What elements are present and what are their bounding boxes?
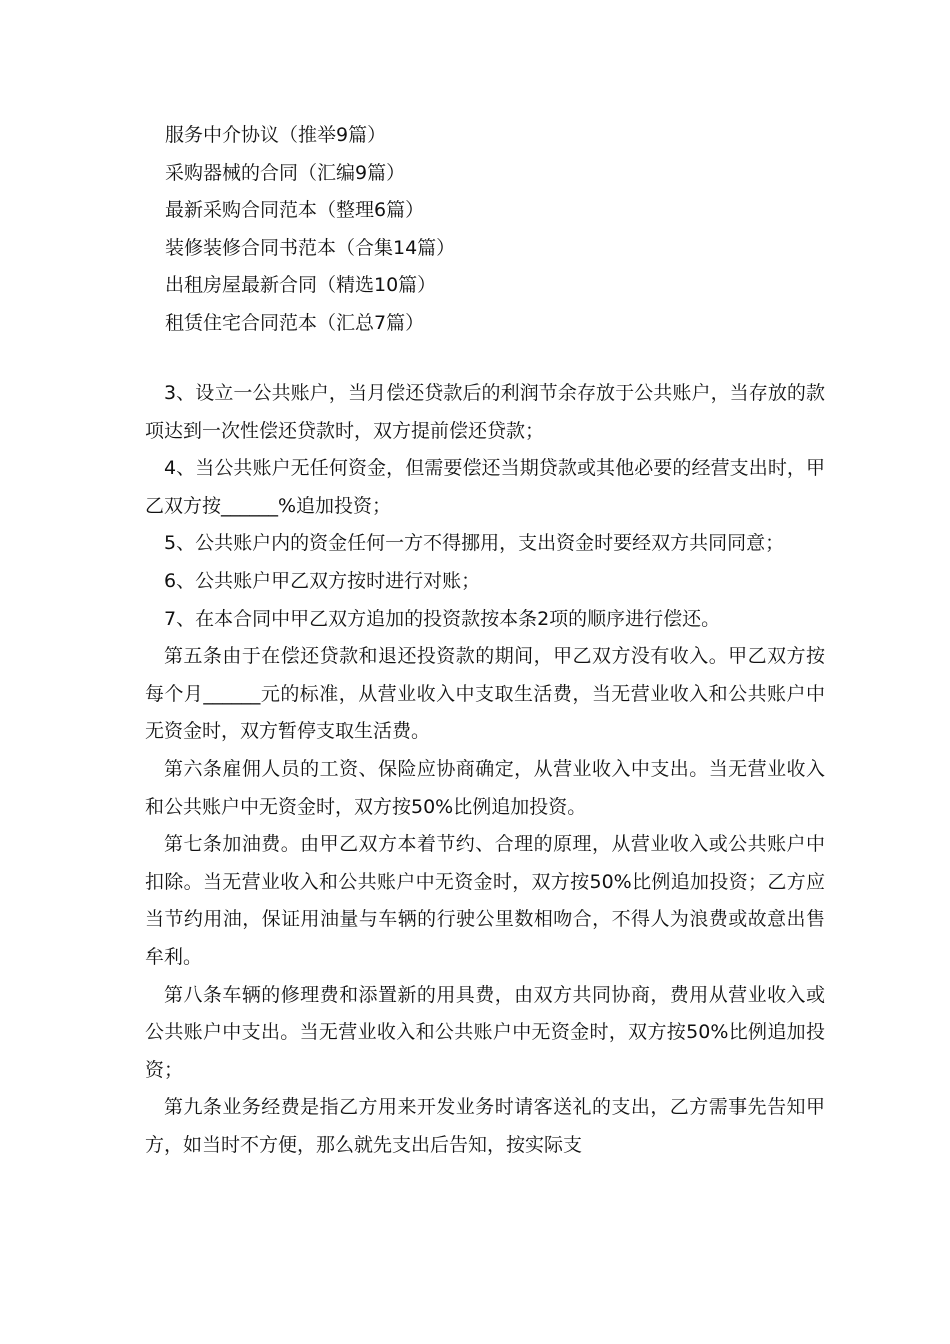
article-paragraph: 第六条雇佣人员的工资、保险应协商确定，从营业收入中支出。当无营业收入和公共账户中无资金时，双方按50%比例追加投资。 (145, 757, 825, 818)
related-article-link[interactable]: 服务中介协议（推举9篇） (165, 124, 387, 146)
related-article-link[interactable]: 出租房屋最新合同（精选10篇） (165, 274, 437, 296)
contract-body (145, 375, 825, 1164)
clause-paragraph: 7、在本合同中甲乙双方追加的投资款按本条2项的顺序进行偿还。 (164, 607, 721, 630)
article-paragraph: 第七条加油费。由甲乙双方本着节约、合理的原理，从营业收入或公共账户中扣除。当无营业收入和公共账户中无资金时，双方按50%比例追加投资；乙方应当节约用油，保证用油量与车辆的行驶公里数相吻合，不得人为浪费或故意出售牟利。 (145, 833, 825, 968)
related-articles-list (165, 117, 805, 342)
clause-paragraph: 5、公共账户内的资金任何一方不得挪用，支出资金时要经双方共同同意； (164, 532, 785, 555)
related-article-link[interactable]: 采购器械的合同（汇编9篇） (165, 161, 406, 184)
related-article-link[interactable]: 装修装修合同书范本（合集14篇） (165, 236, 456, 259)
related-article-link[interactable]: 最新采购合同范本（整理6篇） (165, 199, 425, 221)
clause-paragraph: 6、公共账户甲乙双方按时进行对账； (164, 569, 481, 592)
clause-paragraph: 3、设立一公共账户，当月偿还贷款后的利润节余存放于公共账户，当存放的款项达到一次性偿还贷款时，双方提前偿还贷款； (145, 382, 825, 442)
related-article-link[interactable]: 租赁住宅合同范本（汇总7篇） (165, 311, 425, 334)
article-paragraph: 第九条业务经费是指乙方用来开发业务时请客送礼的支出，乙方需事先告知甲方，如当时不方便，那么就先支出后告知，按实际支 (145, 1096, 825, 1156)
article-paragraph: 第八条车辆的修理费和添置新的用具费，由双方共同协商，费用从营业收入或公共账户中支出。当无营业收入和公共账户中无资金时，双方按50%比例追加投资； (145, 983, 825, 1081)
clause-paragraph: 4、当公共账户无任何资金，但需要偿还当期贷款或其他必要的经营支出时，甲乙双方按______%追加投资； (145, 457, 825, 517)
article-paragraph: 第五条由于在偿还贷款和退还投资款的期间，甲乙双方没有收入。甲乙双方按每个月______元的标准，从营业收入中支取生活费，当无营业收入和公共账户中无资金时，双方暂停支取生活费。 (145, 645, 825, 743)
